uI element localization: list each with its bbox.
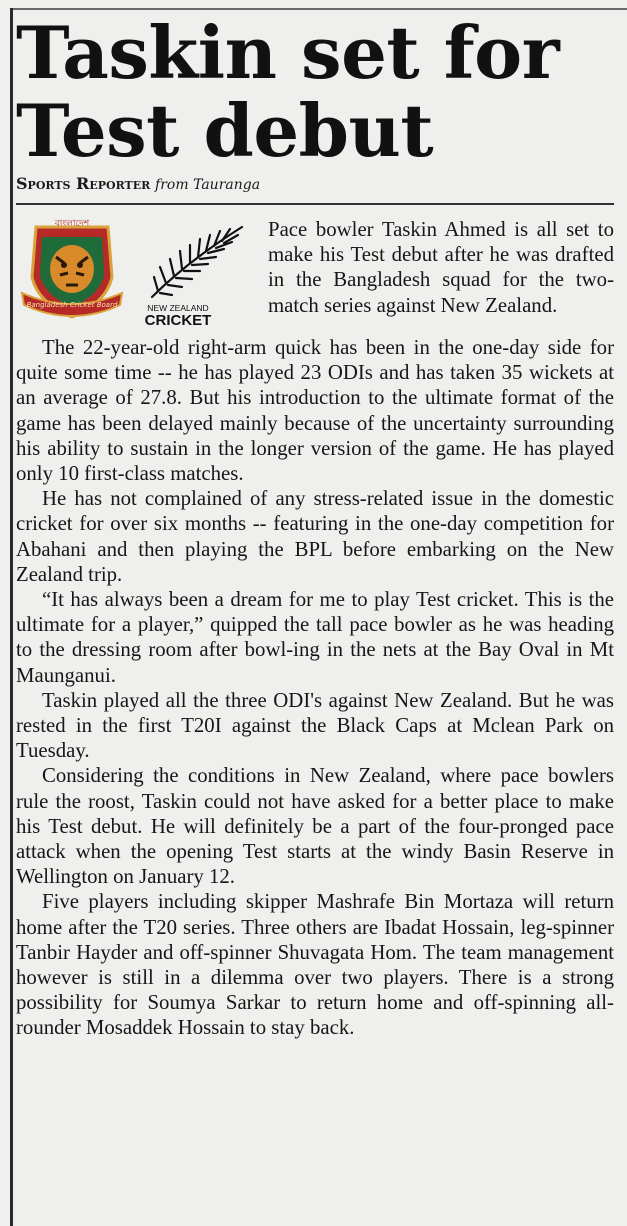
bcb-logo-bengali-text: বাংলাদেশ (54, 219, 90, 229)
nz-cricket-logo (138, 221, 248, 329)
paragraph-1: Pace bowler Taskin Ahmed is all set to make his Test debut after he was drafted in the Bangladesh squad for the two-match series against New Zealand. (268, 218, 614, 317)
article-body (16, 217, 614, 1041)
nz-logo-text-2: CRICKET (144, 312, 212, 329)
column-rule (10, 8, 13, 1226)
news-article (16, 10, 614, 1041)
lead-block (16, 217, 614, 335)
bcb-logo-ribbon-text: Bangladesh Cricket Board (26, 301, 118, 309)
headline (16, 10, 614, 173)
byline-divider (16, 203, 614, 205)
nz-logo-text-1: NEW ZEALAND (147, 303, 209, 313)
byline-location: from Tauranga (155, 177, 261, 193)
logos-strip (16, 217, 262, 335)
paragraph-3: He has not complained of any stress-related issue in the domestic cricket for over six months -- featuring in the one-day competition for Abahani and then playing the BPL before embarking on the New Zealand trip. (16, 487, 614, 586)
byline (16, 174, 614, 195)
paragraph-5: Taskin played all the three ODI's against New Zealand. But he was rested in the first T20I against the Black Caps at Mclean Park on Tuesday. (16, 688, 614, 763)
byline-reporter: Sports Reporter (16, 174, 151, 193)
paragraph-6: Considering the conditions in New Zealand, where pace bowlers rule the roost, Taskin could not have asked for a better place to make his Test debut. He will definitely be a part of the four-pronged pace attack when the opening Test starts at the windy Basin Reserve in Wellington on January 12. (16, 764, 614, 889)
paragraph-7: Five players including skipper Mashrafe Bin Mortaza will return home after the T20 series. Three others are Ibadat Hossain, leg-spinner Tanbir Hayder and off-spinner Shuvagata Hom. The team management however is still in a dilemma over two players. There is a strong possibility for Soumya Sarkar to return home and off-spinning all-rounder Mosaddek Hossain to stay back. (16, 890, 614, 1040)
bcb-logo (16, 219, 128, 323)
headline-line-2: Test debut (16, 88, 434, 173)
headline-line-1: Taskin set for (16, 10, 560, 95)
paragraph-4: “It has always been a dream for me to play Test cricket. This is the ultimate for a player,” quipped the tall pace bowler as he was heading to the dressing room after bowl-ing in the nets at the Bay Oval in Mt Maunganui. (16, 588, 614, 687)
paragraph-2: The 22-year-old right-arm quick has been in the one-day side for quite some time -- he has played 23 ODIs and has taken 35 wickets at an average of 27.8. But his introduction to the ultimate format of the game has been delayed mainly because of the uncertainty surrounding his ability to sustain in the longer version of the game. He has played only 10 first-class matches. (16, 336, 614, 486)
